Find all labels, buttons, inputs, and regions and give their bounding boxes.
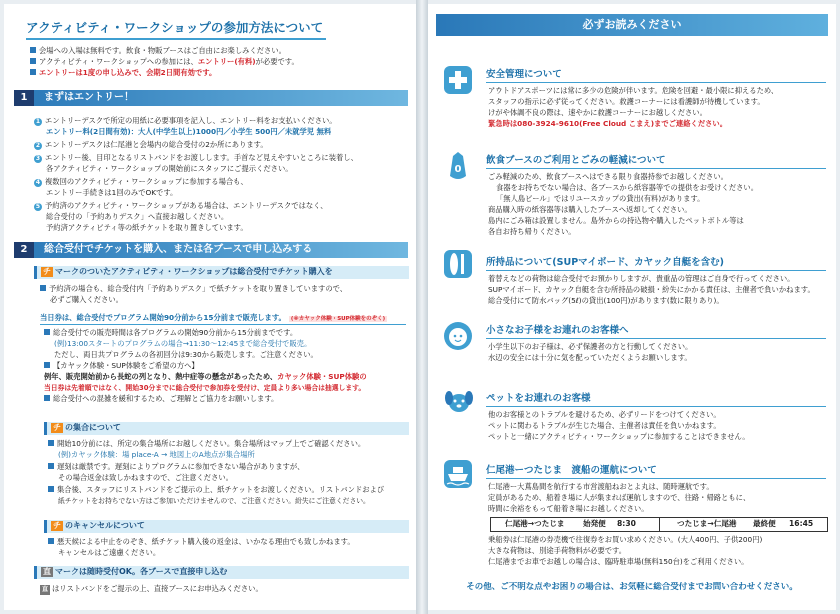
ticket-mark: チ bbox=[43, 267, 51, 276]
route-outbound: 仁尾港→つたじま bbox=[505, 519, 565, 528]
ticket-heading-bar bbox=[34, 266, 409, 279]
sales-example: (例)13:00スタートのプログラムの場合→11:30〜12:45まで総合受付で販売。 bbox=[54, 339, 312, 348]
step-number-icon: 4 bbox=[35, 179, 41, 186]
section-divider bbox=[486, 406, 826, 407]
cancel-line bbox=[48, 537, 355, 547]
gather-heading-text: の集合について bbox=[65, 423, 121, 432]
cancel-line: キャンセルはご遠慮ください。 bbox=[58, 548, 161, 557]
gather-heading bbox=[51, 423, 121, 433]
gather-line: 紙チケットをお持ちでない方はご参加いただけませんので、ご注意ください。紛失にご注意ください。 bbox=[58, 497, 370, 505]
cancel-text: 悪天候による中止をのぞき、紙チケット購入後の返金は、いかなる理由でも致しかねます。 bbox=[57, 537, 355, 546]
entry-step-text: 総合受付の「予約ありデスク」へ直接お越しください。 bbox=[46, 212, 229, 221]
entry-step bbox=[46, 223, 248, 233]
square-bullet-icon bbox=[30, 58, 36, 64]
child-face-icon bbox=[444, 322, 472, 350]
ticket-mark: チ bbox=[53, 423, 61, 432]
entry-step-text: 予約済のアクティビティ・ワークショップがある場合は、エントリーデスクではなく、 bbox=[45, 201, 328, 210]
notice-line: 乗船券は仁尾港の券売機で往復券をお買い求めください。(大人400円、子供200円) bbox=[488, 535, 763, 544]
notice-line: 着替えなどの荷物は総合受付でお預かりしますが、貴重品の管理はご自身で行ってください。 bbox=[488, 274, 795, 283]
entry-step bbox=[46, 164, 293, 174]
entry-step bbox=[34, 201, 328, 211]
ticket-heading bbox=[41, 267, 333, 277]
gather-heading-bar bbox=[44, 422, 409, 435]
kayak-heading-text: 【カヤック体験・SUP体験をご希望の方へ】 bbox=[53, 361, 199, 370]
first-departure-time: 8:30 bbox=[617, 519, 636, 528]
gather-line bbox=[48, 462, 304, 472]
intro-text: が必要です。 bbox=[255, 57, 299, 66]
notice-line: 商品購入時の紙容器等は購入したブースへ返却してください。 bbox=[488, 205, 692, 214]
section-label: まずはエントリー！ bbox=[44, 92, 134, 103]
notice-line: アウトドアスポーツには常に多少の危険が伴います。危険を回避・最小限に抑えるため、 bbox=[488, 86, 779, 95]
notice-line: 緊急時は080-3924-9610(Free Cloud こまえ)までご連絡ください。 bbox=[488, 119, 728, 128]
right-page bbox=[428, 4, 836, 610]
notice-section-title: 安全管理について bbox=[486, 69, 562, 80]
intro-line bbox=[30, 68, 216, 78]
notice-line: SUPマイボード、カヤック自艇を含む所持品の破損・紛失にかかる責任は、主催者で負いかねます。 bbox=[488, 285, 815, 294]
section-2-bar bbox=[14, 242, 408, 258]
entry-step-text: 予約済アクティビティ等の紙チケットを取り置きしています。 bbox=[46, 223, 248, 232]
last-departure-time: 16:45 bbox=[789, 519, 814, 528]
kayak-text: 例年、販売開始前から長蛇の列となり、熱中症等の懸念があったため、 bbox=[44, 372, 278, 381]
notice-line: ごみ軽減のため、飲食ブースへはできる限り食器持参でお越しください。 bbox=[488, 172, 728, 181]
entry-step bbox=[34, 140, 268, 150]
square-bullet-icon bbox=[44, 329, 50, 335]
gather-example: (例)カヤック体験：場 place-A → 地図上のA地点が集合場所 bbox=[58, 450, 255, 459]
dog-icon bbox=[444, 388, 472, 416]
page-fold bbox=[416, 0, 428, 614]
gather-text: 集合後、スタッフにリストバンドをご提示の上、紙チケットをお渡しください。リストバンドおよび bbox=[57, 485, 385, 494]
notice-line: 仁尾港ー大蔦島間を航行する市営渡船ねおとよ丸は、随時運航です。 bbox=[488, 482, 714, 491]
kayak-lottery-line: 当日券は先着順ではなく、開始30分までに総合受付で参加券を受付け、定員より多い場合は抽選します。 bbox=[44, 384, 366, 392]
notice-section-title: 小さなお子様をお連れのお客様へ bbox=[486, 325, 629, 336]
title-underline bbox=[26, 38, 326, 40]
direct-heading-text: マークは随時受付OK。各ブースで直接申し込む bbox=[55, 567, 228, 576]
entry-step-text: エントリー手続きは1回のみでOKです。 bbox=[46, 188, 178, 197]
intro-line bbox=[30, 57, 299, 67]
cancel-heading-bar bbox=[44, 520, 409, 533]
square-bullet-icon bbox=[40, 285, 46, 291]
intro-line bbox=[30, 46, 286, 56]
entry-step bbox=[46, 212, 228, 222]
square-bullet-icon bbox=[30, 69, 36, 75]
sales-text: 総合受付での販売時間は各プログラムの開始90分前から15分前までです。 bbox=[53, 328, 298, 337]
step-number-icon: 3 bbox=[35, 155, 41, 162]
notice-line: 仁尾港までお車でお越しの場合は、臨時駐車場(無料150台)をご利用ください。 bbox=[488, 557, 749, 566]
notice-line: 水辺の安全には十分に気を配っていただくようお願いします。 bbox=[488, 353, 692, 362]
notice-line: ペットに関わるトラブルが生じた場合、主催者は責任を負いかねます。 bbox=[488, 421, 721, 430]
entry-step-text: エントリーデスクは仁尾港と会場内の総合受付の2か所にあります。 bbox=[45, 140, 268, 149]
kayak-highlight: カヤック体験・SUP体験の bbox=[277, 372, 367, 381]
sales-text: 総合受付への混雑を緩和するため、ご理解とご協力をお願いします。 bbox=[53, 394, 279, 403]
ticket-mark: チ bbox=[53, 521, 61, 530]
entry-step-text: 複数回のアクティビティ・ワークショップに参加する場合も、 bbox=[45, 177, 248, 186]
ticket-line-text: 予約済の場合も、総合受付内「予約ありデスク」で紙チケットを取り置きしていますので、 bbox=[49, 284, 348, 293]
left-page bbox=[4, 4, 416, 610]
ticket-line bbox=[40, 284, 347, 294]
route-return: つたじま→仁尾港 bbox=[677, 519, 737, 528]
timetable-divider bbox=[659, 518, 660, 531]
notice-line: 小学生以下のお子様は、必ず保護者の方と行動してください。 bbox=[488, 342, 693, 351]
cancel-heading-text: のキャンセルについて bbox=[65, 521, 145, 530]
square-bullet-icon bbox=[48, 486, 54, 492]
notice-line: ペットと一緒にアクティビティ・ワークショップに参加することはできません。 bbox=[488, 432, 750, 441]
section-divider bbox=[486, 270, 826, 271]
step-number-icon: 1 bbox=[35, 118, 41, 125]
section-number: 1 bbox=[14, 90, 34, 106]
entry-step-text: エントリーデスクで所定の用紙に必要事項を記入し、エントリー料をお支払いください。 bbox=[45, 116, 337, 125]
notice-section-title: ペットをお連れのお客様 bbox=[486, 393, 591, 404]
direct-mark: 直 bbox=[43, 567, 51, 576]
sameday-note bbox=[40, 313, 387, 324]
notice-line: 各自お持ち帰りください。 bbox=[488, 227, 576, 236]
page-title: アクティビティ・ワークショップの参加方法について bbox=[26, 20, 324, 35]
direct-line bbox=[40, 584, 263, 595]
notice-line: 他のお客様とのトラブルを避けるため、必ずリードをつけてください。 bbox=[488, 410, 721, 419]
notice-line: 大きな荷物は、別途手荷物料が必要です。 bbox=[488, 546, 627, 555]
section-label: 総合受付でチケットを購入、または各ブースで申し込みする bbox=[44, 244, 313, 255]
notice-line: けがや体調不良の際は、速やかに救護コーナーにお越しください。 bbox=[488, 108, 707, 117]
last-departure-label: 最終便 bbox=[753, 519, 776, 528]
direct-heading bbox=[41, 567, 227, 577]
section-divider bbox=[486, 82, 826, 83]
intro-text: 会場への入場は無料です。飲食・物販ブースはご自由にお楽しみください。 bbox=[39, 46, 286, 55]
notice-line: スタッフの指示に必ず従ってください。救護コーナーには看護師が待機しています。 bbox=[488, 97, 765, 106]
kayak-heading bbox=[44, 361, 199, 371]
gather-line bbox=[48, 439, 365, 449]
notice-section-title: 仁尾港ーつたじま 渡船の運航について bbox=[486, 465, 657, 476]
direct-heading-bar bbox=[34, 566, 409, 579]
entry-step bbox=[34, 177, 248, 187]
sales-line bbox=[44, 328, 297, 338]
first-departure-label: 始発便 bbox=[583, 519, 606, 528]
entry-step-text: エントリー後、目印となるリストバンドをお渡しします。手首など見えやすいところに装着し、 bbox=[45, 153, 358, 162]
direct-mark: 直 bbox=[42, 586, 49, 593]
square-bullet-icon bbox=[48, 538, 54, 544]
entry-step bbox=[34, 153, 358, 163]
svg-text:0: 0 bbox=[454, 164, 462, 175]
divider bbox=[40, 324, 406, 325]
gather-line: その場合返金は致しかねますので、ご注意ください。 bbox=[58, 473, 233, 482]
notice-line: 時間に余裕をもって船着き場にお越しください。 bbox=[488, 504, 649, 513]
direct-text: はリストバンドをご提示の上、直接ブースにお申込みください。 bbox=[52, 584, 263, 593]
gather-text: 開始10分前には、所定の集合場所にお越しください。集合場所はマップ上でご確認ください。 bbox=[57, 439, 366, 448]
notice-header bbox=[436, 14, 828, 36]
entry-step bbox=[46, 127, 331, 137]
cancel-heading bbox=[51, 521, 145, 531]
notice-section-title: 飲食ブースのご利用とごみの軽減について bbox=[486, 155, 666, 166]
section-divider bbox=[486, 338, 826, 339]
notice-line: 「無人島ビール」ではリユースカップの貸出(有料)があります。 bbox=[496, 194, 705, 203]
intro-text: アクティビティ・ワークショップへの参加には、 bbox=[39, 57, 198, 66]
step-number-icon: 2 bbox=[35, 142, 41, 149]
kayak-line bbox=[44, 372, 367, 382]
section-1-bar bbox=[14, 90, 408, 106]
notice-line: 定員があるため、船着き場に人が集まれば運航しますので、往路・帰路ともに、 bbox=[488, 493, 751, 502]
notice-line: 食器をお持ちでない場合は、各ブースから紙容器等での提供をお受けください。 bbox=[496, 183, 759, 192]
notice-line: 総合受付にて防水バッグ(5ℓ)の貸出(100円)があります(数に限りあり)。 bbox=[488, 296, 724, 305]
notice-line: 島内にごみ箱は設置しません。島外からの持込物や購入したペットボトル等は bbox=[488, 216, 744, 225]
section-number: 2 bbox=[14, 242, 34, 258]
square-bullet-icon bbox=[44, 395, 50, 401]
sales-line bbox=[44, 394, 278, 404]
sameday-exception-note: (※カヤック体験・SUP体験をのぞく) bbox=[290, 316, 386, 322]
contact-footer: その他、ご不明な点やお困りの場合は、お気軽に総合受付までお問い合わせください。 bbox=[466, 582, 798, 592]
gather-text: 遅刻は厳禁です。遅刻によりプログラムに参加できない場合がありますが、 bbox=[57, 462, 305, 471]
section-divider bbox=[486, 478, 826, 479]
intro-text: エントリーは1度の申し込みで、会期2日間有効です。 bbox=[39, 68, 217, 77]
ferry-icon bbox=[444, 460, 472, 488]
sameday-note-text: 当日券は、総合受付でプログラム開始90分前から15分前まで販売します。 bbox=[40, 313, 286, 322]
gather-line bbox=[48, 485, 384, 495]
first-aid-icon bbox=[444, 66, 472, 94]
notice-header-title: 必ずお読みください bbox=[582, 18, 682, 31]
entry-step-text: エントリー料(2日間有効)：大人(中学生以上)1000円／小学生 500円／未就学児 無料 bbox=[46, 127, 332, 136]
square-bullet-icon bbox=[30, 47, 36, 53]
trash-bag-icon bbox=[444, 150, 472, 178]
notice-section-title: 所持品について(SUPマイボード、カヤック自艇を含む) bbox=[486, 257, 724, 268]
ticket-line: 必ずご購入ください。 bbox=[50, 295, 123, 304]
entry-step bbox=[46, 188, 177, 198]
square-bullet-icon bbox=[48, 463, 54, 469]
entry-fee-highlight: エントリー(有料) bbox=[197, 57, 256, 66]
surfboard-icon bbox=[444, 250, 472, 278]
entry-step bbox=[34, 116, 337, 126]
square-bullet-icon bbox=[44, 362, 50, 368]
square-bullet-icon bbox=[48, 440, 54, 446]
step-number-icon: 5 bbox=[35, 203, 41, 210]
sales-line: ただし、両日共プログラムの各初回分は9:30から販売します。ご注意ください。 bbox=[54, 350, 318, 359]
ticket-heading-text: マークのついたアクティビティ・ワークショップは総合受付でチケット購入を bbox=[55, 267, 333, 276]
entry-step-text: 各アクティビティ・ワークショップの開始前にスタッフにご提示ください。 bbox=[46, 164, 293, 173]
ferry-timetable bbox=[490, 517, 828, 532]
section-divider bbox=[486, 168, 826, 169]
